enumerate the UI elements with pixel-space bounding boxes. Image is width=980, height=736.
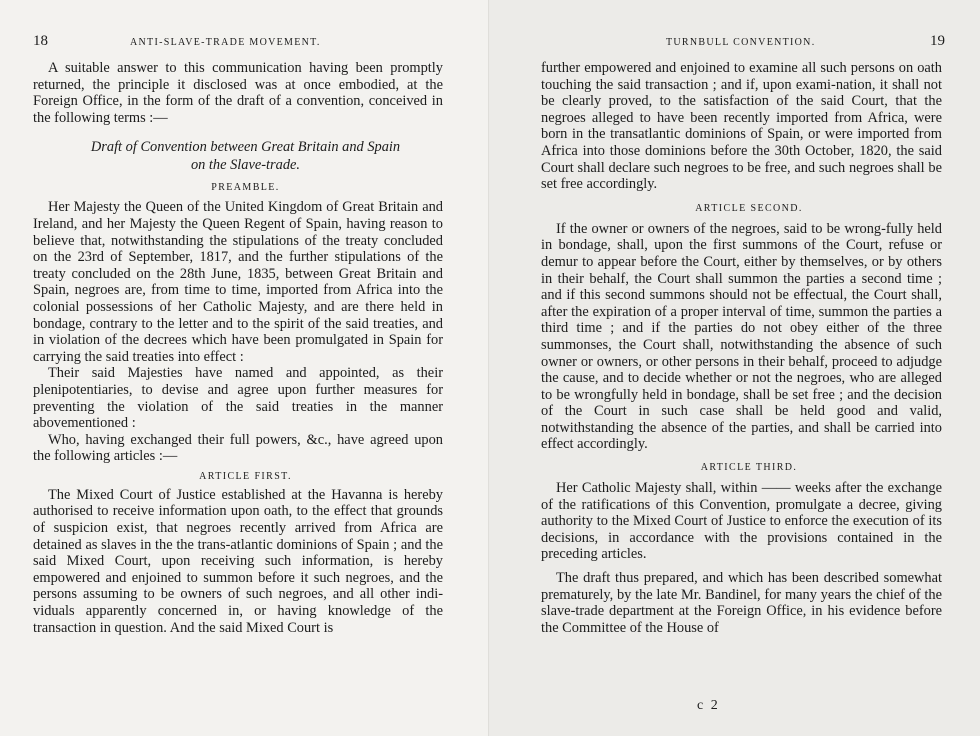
preamble-paragraph-1: Her Majesty the Queen of the United Kingdom of Great Britain and Ireland, and her Majesty the Queen Regent of Spain, having reason to believe that, notwithstanding the stipulations of the treaty concluded on the 23rd of September, 1817, and the further stipulations of the treaty concluded on the 28th June, 1835, between Great Britain and Spain, negroes are, from time to time, imported from Africa into the colonial possessions of her Catholic Majesty, and are there held in bondage, contrary to the letter and to the spirit of the said treaties, and in violation of the decrees which have been promulgated in Spain for carrying the said treaties into effect :	[33, 199, 443, 365]
left-text-column	[33, 60, 443, 636]
left-running-head: ANTI-SLAVE-TRADE MOVEMENT.	[130, 37, 321, 48]
article-first-heading: ARTICLE FIRST.	[199, 470, 292, 482]
right-running-head: TURNBULL CONVENTION.	[666, 37, 816, 48]
right-page	[490, 0, 980, 736]
right-page-number: 19	[930, 33, 945, 49]
signature-mark: c 2	[697, 698, 720, 713]
article-third-text: Her Catholic Majesty shall, within —— weeks after the exchange of the ratifications of this Convention, promulgate a decree, giving authority to the Mixed Court of Justice to enforce the execution of its decisions, in accordance with the provisions contained in the preceding articles.	[541, 480, 942, 563]
article-first-text: The Mixed Court of Justice established at the Havanna is hereby authorised to receive information upon oath, to the effect that grounds of suspicion exist, that negroes recently arrived from Africa are detained as slaves in the the trans-atlantic dominions of Spain ; and the said Mixed Court, upon receiving such information, is hereby empowered and enjoined to summon before it such negroes, and the persons assuming to be owners of such negroes, and all other indi-viduals apparently concerned in, or having knowledge of the transaction in question. And the said Mixed Court is	[33, 486, 443, 636]
intro-paragraph: A suitable answer to this communication having been promptly returned, the principle it disclosed was at once embodied, at the Foreign Office, in the form of the draft of a convention, conceived in the following terms :—	[33, 60, 443, 126]
draft-title-line2: on the Slave-trade.	[190, 157, 301, 174]
preamble-heading: PREAMBLE.	[211, 182, 280, 194]
draft-title-line1: Draft of Convention between Great Britain and Spain	[90, 139, 401, 156]
article-second-heading: ARTICLE SECOND.	[695, 202, 803, 214]
preamble-paragraph-2: Their said Majesties have named and appointed, as their plenipotentiaries, to devise and agree upon further measures for preventing the violation of the said treaties in the manner abovementioned :	[33, 365, 443, 432]
left-page-number: 18	[33, 33, 48, 49]
right-text-column	[541, 60, 942, 636]
article-second-text: If the owner or owners of the negroes, said to be wrong-fully held in bondage, shall, upon the first summons of the Court, refuse or demur to appear before the Court, either by themselves, or by others in their behalf, the Court shall summon the parties a second time ; and if this second summons should not be effectual, the Court shall, after the expiration of a proper interval of time, summon the parties a third time ; and if the parties do not obey either of the three summonses, the Court shall, notwithstanding the absence of such owner or owners, or other persons in their behalf, proceed to adjudge the cause, and to decide whether or not the negroes, who are alleged to be wrongfully held in bondage, shall be set free ; and the decision of the Court in such case shall be held good and valid, notwithstanding the absence of the parties, and shall be carried into effect accordingly.	[541, 220, 942, 453]
preamble-paragraph-3: Who, having exchanged their full powers, &c., have agreed upon the following articles :—	[33, 431, 443, 465]
continuation-paragraph: further empowered and enjoined to examine all such persons on oath touching the said transaction ; and if, upon exami-nation, it shall not be clearly proved, to the satisfaction of the said Court, that the negroes alleged to have been recently imported from Africa, were born in the transatlantic dominions of Spain, or were imported from Africa into those dominions before the 30th October, 1820, the said Court shall declare such negroes to be free, and such negroes shall be set free accordingly.	[541, 60, 942, 193]
closing-paragraph: The draft thus prepared, and which has been described somewhat prematurely, by the late Mr. Bandinel, for many years the chief of the slave-trade department at the Foreign Office, in his evidence before the Committee of the House of	[541, 570, 942, 636]
article-third-heading: ARTICLE THIRD.	[700, 462, 798, 474]
